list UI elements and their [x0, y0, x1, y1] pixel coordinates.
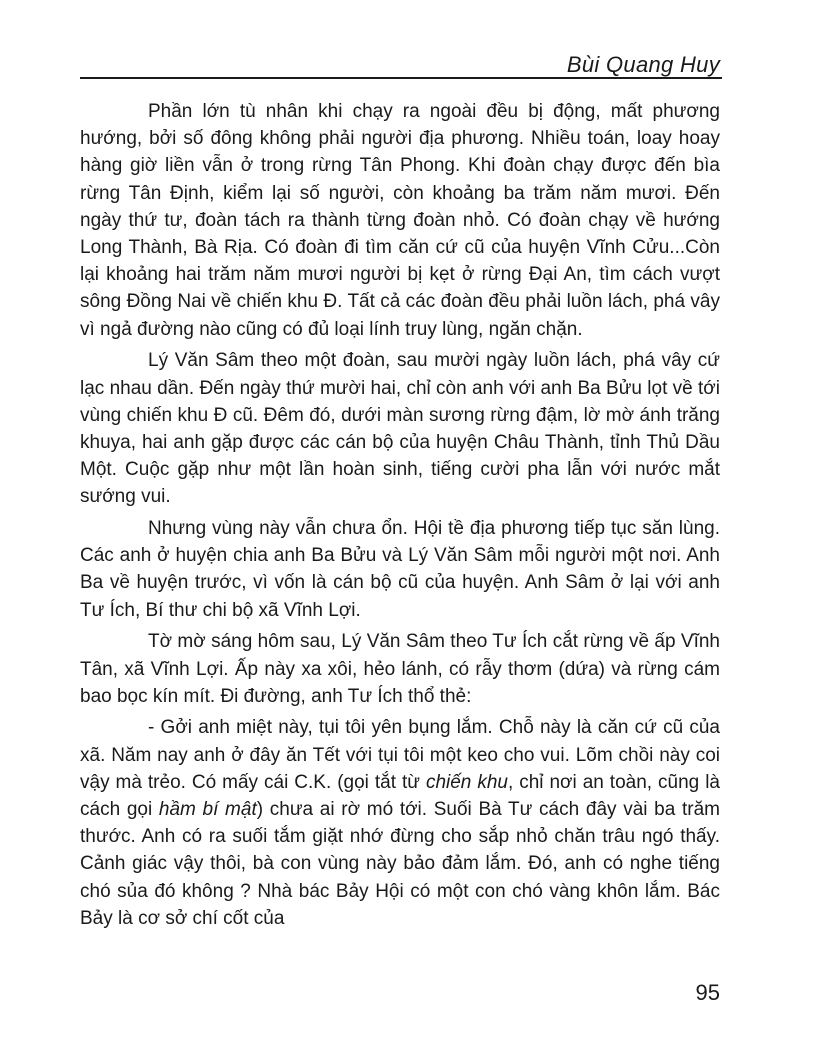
paragraph-2: Lý Văn Sâm theo một đoàn, sau mười ngày luồn lách, phá vây cứ lạc nhau dần. Đến ngày thứ mười hai, chỉ còn anh với anh Ba Bửu lọt về tới vùng chiến khu Đ cũ. Đêm đó, dưới màn sương rừng đậm, lờ mờ ánh trăng khuya, hai anh gặp được các cán bộ của huyện Châu Thành, tỉnh Thủ Dầu Một. Cuộc gặp như một lần hoàn sinh, tiếng cười pha lẫn với nước mắt sướng vui.: [80, 350, 720, 508]
dialogue-text: ) chưa ai rờ mó tới. Suối Bà Tư cách đây vài ba trăm thước. Anh có ra suối tắm giặt nhớ đừng cho sắp nhỏ chăn trâu ngó thấy. Cảnh giác vậy thôi, bà con vùng này bảo đảm lắm. Đó, anh có nghe tiếng chó sủa đó không ? Nhà bác Bảy Hội có một con chó vàng khôn lắm. Bác Bảy là cơ sở chí cốt của: [80, 799, 721, 929]
header-rule: [80, 77, 722, 79]
paragraph-4: Tờ mờ sáng hôm sau, Lý Văn Sâm theo Tư Ích cắt rừng về ấp Vĩnh Tân, xã Vĩnh Lợi. Ấp này xa xôi, hẻo lánh, có rẫy thơm (dứa) và rừng cám bao bọc kín mít. Đi đường, anh Tư Ích thổ thẻ:: [80, 631, 720, 707]
page-number: 95: [695, 980, 720, 1005]
italic-term-ham-bi-mat: hầm bí mật: [158, 799, 257, 821]
paragraph-1: Phần lớn tù nhân khi chạy ra ngoài đều bị động, mất phương hướng, bởi số đông không phải người địa phương. Nhiều toán, loay hoay hàng giờ liền vẫn ở trong rừng Tân Phong. Khi đoàn chạy được đến bìa rừng Tân Định, kiểm lại số người, còn khoảng ba trăm năm mươi. Đến ngày thứ tư, đoàn tách ra thành từng đoàn nhỏ. Có đoàn chạy về hướng Long Thành, Bà Rịa. Có đoàn đi tìm căn cứ cũ của huyện Vĩnh Cửu...Còn lại khoảng hai trăm năm mươi người bị kẹt ở rừng Đại An, tìm cách vượt sông Đồng Nai về chiến khu Đ. Tất cả các đoàn đều phải luồn lách, phá vây vì ngả đường nào cũng có đủ loại lính truy lùng, ngăn chặn.: [80, 101, 720, 340]
paragraph-3: Nhưng vùng này vẫn chưa ổn. Hội tề địa phương tiếp tục săn lùng. Các anh ở huyện chia anh Ba Bửu và Lý Văn Sâm mỗi người một nơi. Anh Ba về huyện trước, vì vốn là cán bộ cũ của huyện. Anh Sâm ở lại với anh Tư Ích, Bí thư chi bộ xã Vĩnh Lợi.: [80, 518, 720, 621]
dialogue-text: , chỉ nơi an toàn, cũng là cách gọi: [80, 771, 720, 821]
running-header-author: Bùi Quang Huy: [566, 52, 720, 77]
paragraph-5-dialogue: [80, 714, 720, 932]
italic-term-chien-khu: chiến khu: [425, 771, 508, 793]
page-body: [80, 98, 720, 937]
dialogue-text: - Gởi anh miệt này, tụi tôi yên bụng lắm. Chỗ này là căn cứ cũ của xã. Năm nay anh ở đây ăn Tết với tụi tôi một keo cho vui. Lõm chồi này coi vậy mà trẻo. Có mấy cái C.K. (gọi tắt từ: [80, 717, 720, 793]
